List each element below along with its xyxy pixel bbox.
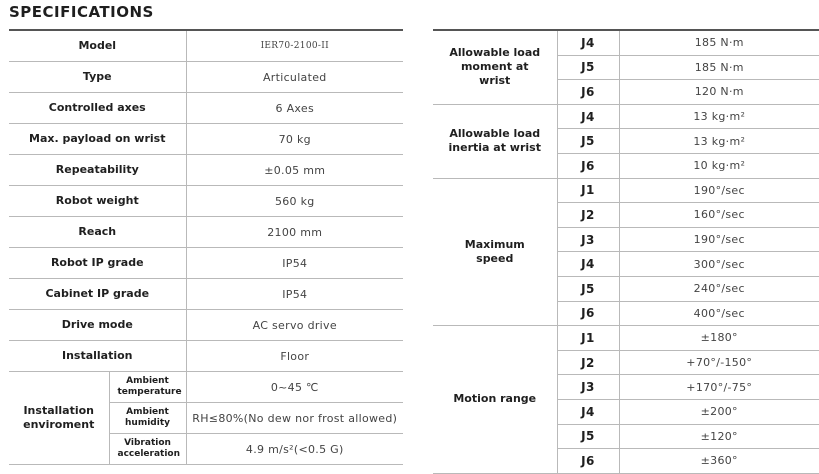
joint-label: J3 bbox=[557, 375, 619, 400]
spec-value: 560 kg bbox=[186, 186, 403, 217]
spec-value: ±360° bbox=[619, 449, 819, 474]
page-title: SPECIFICATIONS bbox=[9, 3, 154, 21]
spec-label: Reach bbox=[9, 217, 186, 248]
spec-value: 300°/sec bbox=[619, 252, 819, 277]
joint-label: J2 bbox=[557, 203, 619, 228]
spec-value: 10 kg·m² bbox=[619, 153, 819, 178]
env-sub-label: Vibration acceleration bbox=[109, 434, 186, 465]
spec-value: 4.9 m/s²(<0.5 G) bbox=[186, 434, 403, 465]
spec-value: ±200° bbox=[619, 399, 819, 424]
spec-value: 185 N·m bbox=[619, 55, 819, 80]
spec-row bbox=[9, 217, 403, 248]
spec-row bbox=[9, 248, 403, 279]
env-group-label: Installation enviroment bbox=[9, 372, 109, 465]
joint-label: J5 bbox=[557, 129, 619, 154]
spec-value: 13 kg·m² bbox=[619, 129, 819, 154]
spec-label: Installation bbox=[9, 341, 186, 372]
spec-label: Max. payload on wrist bbox=[9, 124, 186, 155]
spec-value: 185 N·m bbox=[619, 30, 819, 55]
spec-row bbox=[9, 341, 403, 372]
spec-label: Robot weight bbox=[9, 186, 186, 217]
spec-row bbox=[9, 310, 403, 341]
spec-row bbox=[9, 186, 403, 217]
joint-label: J5 bbox=[557, 276, 619, 301]
spec-label: Drive mode bbox=[9, 310, 186, 341]
spec-row bbox=[9, 93, 403, 124]
spec-value: Floor bbox=[186, 341, 403, 372]
joint-label: J2 bbox=[557, 350, 619, 375]
spec-value: 190°/sec bbox=[619, 227, 819, 252]
joint-label: J6 bbox=[557, 153, 619, 178]
joint-label: J5 bbox=[557, 424, 619, 449]
spec-row bbox=[9, 155, 403, 186]
spec-value: 240°/sec bbox=[619, 276, 819, 301]
spec-value: 160°/sec bbox=[619, 203, 819, 228]
joint-label: J5 bbox=[557, 55, 619, 80]
group-label: Maximum speed bbox=[433, 178, 557, 326]
spec-row bbox=[433, 30, 819, 55]
spec-value: 2100 mm bbox=[186, 217, 403, 248]
spec-value: 13 kg·m² bbox=[619, 104, 819, 129]
spec-value: IER70-2100-II bbox=[186, 30, 403, 62]
joint-label: J3 bbox=[557, 227, 619, 252]
spec-row bbox=[9, 62, 403, 93]
spec-value: 400°/sec bbox=[619, 301, 819, 326]
group-label: Allowable load inertia at wrist bbox=[433, 104, 557, 178]
joint-label: J4 bbox=[557, 252, 619, 277]
spec-table-right bbox=[433, 29, 819, 474]
spec-label: Repeatability bbox=[9, 155, 186, 186]
group-label: Motion range bbox=[433, 326, 557, 474]
spec-value: Articulated bbox=[186, 62, 403, 93]
spec-value: ±120° bbox=[619, 424, 819, 449]
joint-label: J1 bbox=[557, 178, 619, 203]
spec-value: IP54 bbox=[186, 279, 403, 310]
group-label: Allowable load moment at wrist bbox=[433, 30, 557, 104]
spec-row bbox=[9, 30, 403, 62]
spec-value: RH≤80%(No dew nor frost allowed) bbox=[186, 403, 403, 434]
joint-label: J1 bbox=[557, 326, 619, 351]
spec-value: 120 N·m bbox=[619, 80, 819, 105]
spec-row bbox=[9, 124, 403, 155]
spec-row bbox=[433, 326, 819, 351]
env-sub-label: Ambient humidity bbox=[109, 403, 186, 434]
spec-label: Model bbox=[9, 30, 186, 62]
spec-label: Robot IP grade bbox=[9, 248, 186, 279]
joint-label: J6 bbox=[557, 80, 619, 105]
spec-row bbox=[433, 178, 819, 203]
spec-label: Cabinet IP grade bbox=[9, 279, 186, 310]
spec-label: Controlled axes bbox=[9, 93, 186, 124]
joint-label: J4 bbox=[557, 104, 619, 129]
joint-label: J6 bbox=[557, 301, 619, 326]
joint-label: J4 bbox=[557, 30, 619, 55]
spec-value: +170°/-75° bbox=[619, 375, 819, 400]
spec-value: 70 kg bbox=[186, 124, 403, 155]
spec-value: ±0.05 mm bbox=[186, 155, 403, 186]
spec-value: 6 Axes bbox=[186, 93, 403, 124]
spec-value: IP54 bbox=[186, 248, 403, 279]
spec-row bbox=[9, 279, 403, 310]
joint-label: J6 bbox=[557, 449, 619, 474]
spec-value: AC servo drive bbox=[186, 310, 403, 341]
env-sub-label: Ambient temperature bbox=[109, 372, 186, 403]
spec-row bbox=[9, 372, 403, 403]
spec-value: 190°/sec bbox=[619, 178, 819, 203]
spec-value: 0~45 ℃ bbox=[186, 372, 403, 403]
spec-value: +70°/-150° bbox=[619, 350, 819, 375]
spec-row bbox=[433, 104, 819, 129]
spec-value: ±180° bbox=[619, 326, 819, 351]
spec-label: Type bbox=[9, 62, 186, 93]
spec-table-left bbox=[9, 29, 403, 465]
joint-label: J4 bbox=[557, 399, 619, 424]
